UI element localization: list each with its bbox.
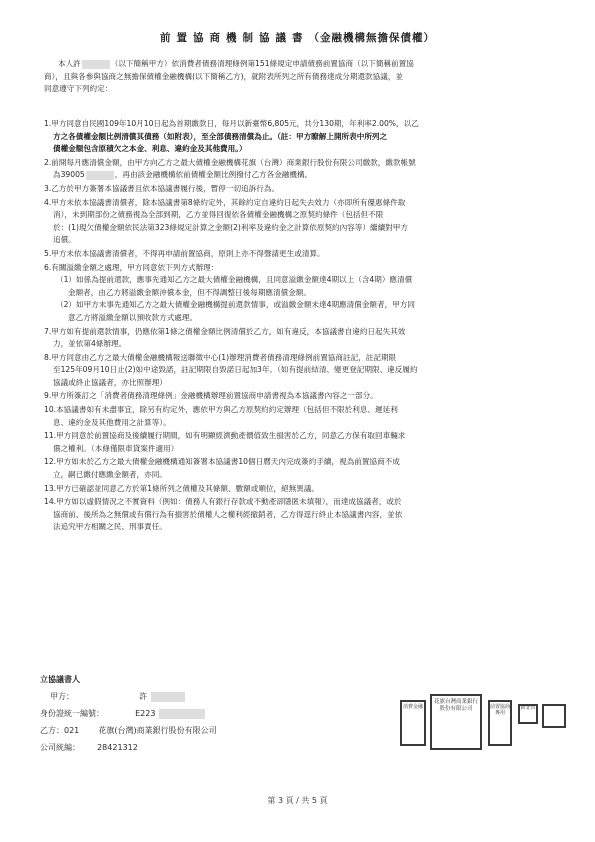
clause-line xyxy=(44,262,564,275)
clause-text: 追償。 xyxy=(53,235,76,245)
clause-text: 債權金額包含原積欠之本金、利息、違約金及其他費用。） xyxy=(53,144,247,154)
party-a-label: 甲方： xyxy=(50,692,74,701)
clause-line xyxy=(44,417,564,430)
clause-sub-item: （1）如係為提前還款，應事先通知乙方之最大債權金融機構，且同意溢繳金額達4期以上（含4期）應清償 xyxy=(56,275,413,285)
clause-text: 償之權利。（本條僅限車貸案件適用） xyxy=(53,443,179,453)
clause-text: 前開每月應清償金額，由甲方向乙方之最大債權金融機構花旗（台灣）商業銀行股份有限公司繳款，繳款帳號 xyxy=(51,157,416,167)
clause-line xyxy=(44,456,564,469)
clause-line xyxy=(44,364,564,377)
intro-line-3: 同意遵守下列約定： xyxy=(44,84,113,94)
clause-13 xyxy=(44,483,564,496)
clause-text: 方之各債權金額比例清償其債務（如附表），至全部債務清償為止。（註：甲方瞭解上開所表中所列之 xyxy=(53,131,388,141)
clause-text: 甲方如以虛假情況之不實資料（例如：債務人有銀行存款或不動產卻隱匿未填報），而達成協議者，或於 xyxy=(56,497,402,507)
clause-line xyxy=(44,338,564,351)
clauses-list xyxy=(44,118,564,535)
clause-text: 消），未到期部份之債務視為全部到期，乙方並得回復依各債權金融機構之原契約條件（包括但不限 xyxy=(53,210,384,220)
clause-line xyxy=(44,222,564,235)
clause-number: 9. xyxy=(44,391,52,401)
clause-sub-item: 金額者，由乙方將溢繳金額沖償本金，但不得調整日後每期應清償金額。 xyxy=(68,287,311,297)
clause-text: 甲方如有提前還款情事，仍應依第1條之債權金額比例清償於乙方，如有違反，本協議書自違約日起失其效 xyxy=(51,326,406,336)
clause-text: ，再由該金融機構依前債權金額比例撥付乙方各金融機構。 xyxy=(114,170,313,180)
clause-text: 甲方已確認並同意乙方於第1條所列之債權及其條額、數額或順位，絕無異議。 xyxy=(56,483,320,493)
clause-line xyxy=(44,143,564,156)
clause-line xyxy=(44,352,564,365)
signatory-header: 立協議書人 xyxy=(40,675,80,684)
clause-text: 息、違約金及其他費用之計算等）。 xyxy=(53,417,171,427)
clause-text: 本協議書如有未盡事宜，除另有約定外，應依甲方與乙方原契約約定辦理（包括但不限於利息、遲延利 xyxy=(56,405,398,415)
intro-line-1: （以下簡稱甲方）依消費者債務清理條例第151條規定申請債務前置協商（以下簡稱前置協 xyxy=(110,59,414,68)
clause-line xyxy=(44,521,564,534)
clause-text: 為39005 xyxy=(53,170,85,180)
party-b-name: 花旗(台灣)商業銀行股份有限公司 xyxy=(98,726,217,735)
clause-text: 法追究甲方相關之民、刑事責任。 xyxy=(53,522,167,532)
clause-text: 協商前、後所為之無償或有償行為有損害於債權人之權利經撤銷者，乙方得逕行終止本協議書內容，並依 xyxy=(53,509,403,519)
company-number-label: 公司統編： xyxy=(40,743,80,752)
clause-sub-item: 意乙方將溢繳金額以預收款方式處理。 xyxy=(68,312,198,322)
clause-6 xyxy=(44,262,564,325)
clause-line xyxy=(44,509,564,522)
clause-number: 12. xyxy=(44,457,57,467)
clause-text: 甲方同意自民國109年10月10日起為首期繳款日，每月以新臺幣6,805元，共分130期，年利率2.00%，以乙 xyxy=(51,119,419,128)
clause-number: 8. xyxy=(44,352,52,362)
clause-line xyxy=(44,483,564,496)
clause-line xyxy=(44,404,564,417)
clause-number: 6. xyxy=(44,262,52,272)
clause-sub-item: （2）如甲方未事先通知乙方之最大債權金融機構提前還款情事，或溢繳金額未達4期應清償金額者，甲方同 xyxy=(56,300,415,310)
title-sub: （金融機構無擔保債權） xyxy=(308,32,435,44)
clause-12 xyxy=(44,456,564,481)
clause-10 xyxy=(44,404,564,429)
stamp-small-b xyxy=(542,704,566,728)
clause-line xyxy=(44,443,564,456)
intro-start: 本人許 xyxy=(58,59,81,68)
clause-5 xyxy=(44,248,564,261)
clause-number: 11. xyxy=(44,431,57,441)
clause-8 xyxy=(44,352,564,390)
clause-text: 立，嗣已繳付應繳金額者，亦同。 xyxy=(53,470,167,480)
clause-line xyxy=(44,183,564,196)
clause-text: 有關溢繳金額之處理，甲方同意依下列方式辦理： xyxy=(51,262,219,272)
clause-line xyxy=(44,197,564,210)
clause-number: 14. xyxy=(44,497,57,507)
party-a-name: 許 xyxy=(139,692,148,701)
company-number-row xyxy=(40,738,400,755)
clause-line xyxy=(44,157,564,170)
stamp-bank-seal: 花旗台灣商業銀行股份有限公司 xyxy=(430,694,482,750)
document-title xyxy=(0,30,595,45)
stamp-consumer-finance: 消費金融 xyxy=(400,700,426,746)
stamp-pre-negotiation: 前置協商專用 xyxy=(488,700,512,746)
clause-number: 3. xyxy=(44,183,52,193)
clause-line xyxy=(44,326,564,339)
party-b-label: 乙方：021 xyxy=(40,726,80,735)
clause-text: 甲方所簽訂之「消費者債務清理條例」金融機構辦理前置協商申請書視為本協議書內容之一部分。 xyxy=(51,391,378,401)
clause-line xyxy=(44,496,564,509)
clause-7 xyxy=(44,326,564,351)
clause-text: 甲方同意於前置協商及後續履行期間，如有明顯經濟動產價值致生損害於乙方，同意乙方保有取回車輛求 xyxy=(56,431,406,441)
company-number-value: 28421312 xyxy=(97,743,138,752)
intro-line-2: 商），且與各參與協商之無擔保債權金融機構(以下簡稱乙方)，就附表所列之所有債務達成分期還款協議，並 xyxy=(44,71,404,81)
clause-number: 13. xyxy=(44,483,57,493)
title-main: 前置協商機制協議書 xyxy=(160,32,309,44)
clause-line xyxy=(44,469,564,482)
signature-block xyxy=(40,670,400,755)
clause-text: 甲方未依本協議書清償者，不得再申請前置協商，原則上亦不得聲請更生或清算。 xyxy=(51,248,325,258)
clause-line xyxy=(44,209,564,222)
clause-line xyxy=(44,377,564,390)
stamp-small-a: 新北市 xyxy=(518,704,538,724)
clause-line xyxy=(44,430,564,443)
clause-number: 4. xyxy=(44,197,52,207)
clause-number: 10. xyxy=(44,405,57,415)
clause-4 xyxy=(44,197,564,247)
clause-text: 力，並依第4條辦理。 xyxy=(53,339,127,349)
clause-11 xyxy=(44,430,564,455)
clause-line xyxy=(44,390,564,403)
redacted-id xyxy=(159,709,205,719)
stamp-group xyxy=(400,700,580,770)
party-a-row xyxy=(40,687,400,704)
clause-text: 於：(1)現欠債權金額依民法第323條規定計算之金額(2)利率及違約金之計算依原契約內容等）繼續對甲方 xyxy=(53,222,408,232)
party-b-row xyxy=(40,721,400,738)
redacted-party-a-name xyxy=(151,692,185,702)
redacted-name xyxy=(82,60,110,69)
redacted-account xyxy=(86,171,114,180)
clause-number: 2. xyxy=(44,157,52,167)
intro-paragraph xyxy=(44,58,564,96)
id-row xyxy=(40,704,400,721)
clause-text: 甲方未依本協議書清償者，除本協議書第8條約定外，其餘約定自違約日起失去效力（亦即所有優惠條件取 xyxy=(51,197,406,207)
clause-line xyxy=(44,169,564,182)
clause-text: 至125年09月10日止(2)如中途毀諾，註記期限自毀諾日起加3年。（如有提前結清、變更登記期限、違反履約 xyxy=(53,365,418,375)
clause-text: 乙方於甲方簽署本協議書且依本協議書履行後，暫停一切追訴行為。 xyxy=(51,183,280,193)
clause-line xyxy=(44,234,564,247)
clause-3 xyxy=(44,183,564,196)
page-number: 第 3 頁 / 共 5 頁 xyxy=(267,796,328,805)
clause-number: 1. xyxy=(44,119,52,128)
clause-text: 甲方同意由乙方之最大債權金融機構報送聯徵中心(1)辦理消費者債務清理條例前置協商註記，註記期限 xyxy=(51,352,397,362)
clause-number: 5. xyxy=(44,248,52,258)
clause-1 xyxy=(44,118,564,156)
clause-line xyxy=(44,248,564,261)
clause-text: 協議或終止協議者，亦比照辦理） xyxy=(53,377,167,387)
id-label: 身份證統一編號： xyxy=(40,709,104,718)
clause-text: 甲方如未於乙方之最大債權金融機構通知簽署本協議書10個日曆天內完成簽約手續，視為前置協商不成 xyxy=(56,457,400,467)
clause-2 xyxy=(44,157,564,182)
id-value: E223 xyxy=(135,709,156,718)
clause-line xyxy=(44,131,564,144)
clause-line xyxy=(44,118,564,131)
clause-14 xyxy=(44,496,564,534)
clause-number: 7. xyxy=(44,326,52,336)
clause-9 xyxy=(44,390,564,403)
